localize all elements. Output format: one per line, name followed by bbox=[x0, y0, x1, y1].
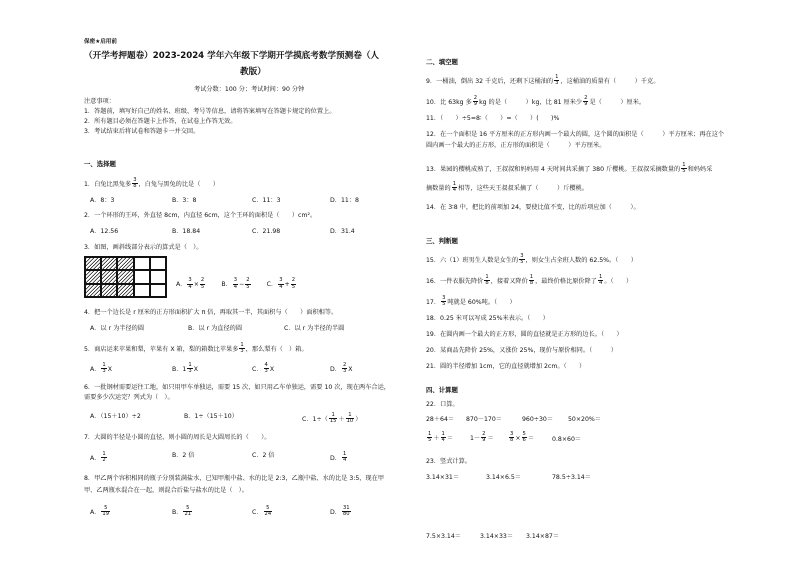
q4-option-c[interactable]: C．以 r 为半径的半圆 bbox=[284, 325, 345, 332]
q22-item-6: 1－ $\frac{2}{9}$ ＝ bbox=[470, 431, 494, 444]
q3-options bbox=[176, 271, 297, 290]
q5-option-b[interactable]: B．1 $\frac{1}{3}$ X bbox=[172, 362, 198, 375]
question-13-line2: 摘数量的 $\frac{1}{4}$ 相等，这些天王叔叔采摘了（ ）斤樱桃。 bbox=[426, 181, 588, 194]
section-calc-title: 四、计算题 bbox=[426, 386, 458, 394]
question-4: 4．把一个边长是 r 厘米的正方形面积扩大 π 倍，再取其一半，其面积与（ ）面积相等。 bbox=[84, 309, 338, 316]
note-2: 2．所有题目必须在答题卡上作答，在试卷上作答无效。 bbox=[84, 118, 237, 125]
q1-text-a: 1．白兔比黑兔多 bbox=[84, 180, 132, 188]
q22-item-3: 960÷30＝ bbox=[522, 416, 554, 423]
question-5: 5．商店运来苹果和梨，苹果有 X 箱，梨的箱数比苹果多 $\frac{1}{3}$ ，那么梨有（ ）箱。 bbox=[84, 342, 308, 355]
question-9: 9．一桶油，倒出 32 千克后，还剩下这桶油的 $\frac{1}{3}$ ，这桶油的质量有（ ）千克。 bbox=[426, 74, 660, 87]
q23-item-2: 3.14×6.5＝ bbox=[486, 474, 521, 481]
question-22-title: 22．口算。 bbox=[426, 401, 459, 408]
note-3: 3．考试结束后将试卷和答题卡一并交回。 bbox=[84, 128, 200, 135]
section-choice-title: 一、选择题 bbox=[84, 160, 116, 168]
grid-cell-hatched bbox=[101, 270, 117, 283]
question-3: 3．如图，画斜线部分表示的算式是（ ）。 bbox=[84, 244, 203, 251]
grid-cell-hatched bbox=[117, 284, 133, 297]
q5-option-d[interactable]: D． $\frac{2}{3}$ X bbox=[330, 362, 353, 375]
question-16: 16．一件衣服先降价 $\frac{1}{8}$ ，接着又降价 $\frac{1}{8}$ ，最终价格比原价降了 $\frac{1}{4}$ 。（ ） bbox=[426, 274, 633, 287]
grid-cell bbox=[150, 270, 166, 283]
question-1 bbox=[84, 178, 219, 190]
grid-cell bbox=[134, 257, 150, 270]
q3-option-c[interactable]: C． $\frac{3}{4}$ + $\frac{2}{5}$ bbox=[266, 277, 295, 290]
q6-option-a[interactable]: A．（15＋10）÷2 bbox=[90, 413, 141, 420]
q1-option-b[interactable]: B．3：8 bbox=[172, 197, 197, 204]
question-7: 7．大圆的半径是小圆的直径，则小圆的周长是大圆周长的（ ）。 bbox=[84, 434, 271, 441]
q3-option-b[interactable]: B． $\frac{3}{4}$ − $\frac{2}{5}$ bbox=[221, 277, 250, 290]
q22-item-5: $\frac{1}{5}$ ＋ $\frac{1}{4}$ ＝ bbox=[428, 431, 453, 444]
question-21: 21．圆的半径增加 1cm，它的直径就增加 2cm。（ ） bbox=[426, 363, 586, 370]
q2-option-d[interactable]: D．31.4 bbox=[330, 228, 355, 235]
question-23-title: 23．竖式计算。 bbox=[426, 458, 471, 465]
grid-cell-hatched bbox=[85, 270, 101, 283]
q4-option-a[interactable]: A．以 r 为半径的圆 bbox=[90, 325, 145, 332]
q7-option-c[interactable]: C．2 倍 bbox=[252, 452, 275, 459]
q23-item-1: 3.14×31＝ bbox=[426, 474, 460, 481]
q7-option-a[interactable]: A． $\frac{1}{2}$ bbox=[90, 451, 106, 464]
q1-option-d[interactable]: D．11：8 bbox=[330, 197, 359, 204]
question-11: 11．（ ）÷5=8∶（ ）=（ ）( )% bbox=[426, 115, 560, 122]
q23-item-5: 3.14×33＝ bbox=[480, 533, 514, 540]
q8-option-d[interactable]: D． $\frac{31}{80}$ bbox=[330, 505, 350, 518]
exam-title-line1: （开学考押题卷）2023-2024 学年六年级下学期开学摸底考数学预测卷（人 bbox=[84, 51, 380, 61]
q22-item-4: 50×20%＝ bbox=[568, 416, 601, 423]
q23-item-6: 3.14×87＝ bbox=[526, 533, 560, 540]
q22-item-1: 28＋64＝ bbox=[426, 416, 455, 423]
q22-item-8: 0.8×60＝ bbox=[552, 436, 582, 443]
q2-option-a[interactable]: A．12.56 bbox=[90, 228, 119, 235]
q5-option-c[interactable]: C． $\frac{4}{3}$ X bbox=[252, 362, 275, 375]
question-15: 15．六（1）班男生人数是女生的 $\frac{3}{5}$ ，则女生占全班人数的 62.5%。（ ） bbox=[426, 253, 637, 266]
q8-option-a[interactable]: A． $\frac{5}{19}$ bbox=[90, 505, 110, 518]
question-8-line2: 甲、乙两瓶水混合在一起，则混合后盐与盐水的比是（ ）。 bbox=[84, 487, 248, 494]
q8-option-c[interactable]: C． $\frac{5}{24}$ bbox=[252, 505, 272, 518]
q5-option-a[interactable]: A． $\frac{1}{3}$ X bbox=[90, 362, 112, 375]
grid-cell-hatched bbox=[117, 257, 133, 270]
q6-option-b[interactable]: B．1÷（15＋10） bbox=[184, 413, 238, 420]
grid-cell bbox=[134, 270, 150, 283]
q22-item-7: $\frac{3}{8}$ × $\frac{5}{6}$ ＝ bbox=[510, 431, 534, 444]
q3-option-a[interactable]: A． $\frac{3}{4}$ × $\frac{2}{5}$ bbox=[176, 277, 205, 290]
grid-cell-hatched bbox=[117, 270, 133, 283]
grid-cell-hatched bbox=[101, 257, 117, 270]
q2-option-c[interactable]: C．21.98 bbox=[252, 228, 281, 235]
question-8-line1: 8．甲乙两个容积相同的瓶子分别装满盐水，已知甲瓶中盐、水的比是 2:3，乙瓶中盐、水的比是 3:5，现在甲 bbox=[84, 475, 385, 482]
question-6-line2: 需要多少次运完？列式为（ ）。 bbox=[84, 394, 174, 401]
q2-option-b[interactable]: B．18.84 bbox=[172, 228, 201, 235]
notes-title: 注意事项： bbox=[84, 98, 115, 105]
note-1: 1．答题前，填写好自己的姓名、班级、考号等信息，请将答案填写在答题卡规定的位置上。 bbox=[84, 108, 336, 115]
grid-cell-hatched bbox=[101, 284, 117, 297]
exam-title-line2: 教版） bbox=[240, 67, 266, 77]
q1-text-b: ，白兔与黑兔的比是（ ） bbox=[138, 180, 219, 188]
q4-option-b[interactable]: B．以 r 为直径的圆 bbox=[188, 325, 243, 332]
question-2: 2．一个环形的王环，外直径 8cm，内直径 6cm，这个王环的面积是（ ）cm²。 bbox=[84, 212, 317, 219]
question-19: 19．在圆内画一个最大的正方形，圆的直径就是正方形的边长。（ ） bbox=[426, 331, 623, 338]
secret-label: 保密★启用前 bbox=[84, 39, 117, 45]
grid-cell-hatched bbox=[85, 257, 101, 270]
grid-cell bbox=[134, 284, 150, 297]
question-12-line1: 12．在一个面积是 16 平方厘米的正方形内画一个最大的圆，这个圆的面积是（ ）平方厘米；再在这个 bbox=[426, 131, 725, 138]
q23-item-4: 7.5×3.14＝ bbox=[426, 533, 461, 540]
grid-cell bbox=[150, 257, 166, 270]
q7-option-b[interactable]: B．2 倍 bbox=[172, 452, 195, 459]
q23-item-3: 78.5÷3.14＝ bbox=[552, 474, 591, 481]
exam-info: 考试分数：100 分；考试时间：90 分钟 bbox=[194, 86, 305, 93]
q1-option-c[interactable]: C．11：3 bbox=[252, 197, 281, 204]
question-13-line1: 13．果园的樱桃成熟了，王叔叔和妈妈用 4 天时间共采摘了 380 斤樱桃。王叔叔采摘数量的 $\frac{1}{5}$ 和妈妈采 bbox=[426, 162, 713, 175]
q7-option-d[interactable]: D． $\frac{1}{4}$ bbox=[330, 451, 347, 464]
question-10: 10．比 63kg 多 $\frac{2}{9}$ kg 的是（ ）kg，比 81 厘米少 $\frac{2}{9}$ 是（ ）厘米。 bbox=[426, 95, 646, 108]
q8-option-b[interactable]: B． $\frac{5}{21}$ bbox=[172, 505, 192, 518]
q1-fraction: $\frac{3}{8}$ bbox=[133, 177, 137, 190]
question-14: 14．在 3∶8 中，把比的前项加 24，要使比值不变，比的后项应加（ ）。 bbox=[426, 204, 640, 211]
hatched-grid-figure bbox=[84, 256, 167, 298]
question-6-line1: 6．一批钢材需要运往工地，如只用甲车单独运，需要 15 次，如只用乙车单独运，需要 10 次，现在两车合运， bbox=[84, 384, 390, 391]
question-20: 20．某商品先降价 25%，又涨价 25%，现价与原价相同。（ ） bbox=[426, 347, 617, 354]
grid-cell bbox=[150, 284, 166, 297]
grid-cell-hatched bbox=[85, 284, 101, 297]
question-18: 18．0.25 米可以写成 25%米表示。（ ） bbox=[426, 315, 549, 322]
q22-item-2: 870－170＝ bbox=[466, 416, 502, 423]
q6-option-c[interactable]: C．1÷（ $\frac{1}{15}$ ＋ $\frac{1}{10}$ ） bbox=[302, 412, 362, 425]
question-17: 17． $\frac{3}{5}$ 吨就是 60%吨。（ ） bbox=[426, 295, 516, 308]
q1-option-a[interactable]: A．8：3 bbox=[90, 197, 115, 204]
section-judge-title: 三、判断题 bbox=[426, 237, 458, 245]
question-12-line2: 圆内画一个最大的正方形，正方形的面积是（ ）平方厘米。 bbox=[426, 142, 606, 149]
section-fill-title: 二、填空题 bbox=[426, 58, 458, 66]
